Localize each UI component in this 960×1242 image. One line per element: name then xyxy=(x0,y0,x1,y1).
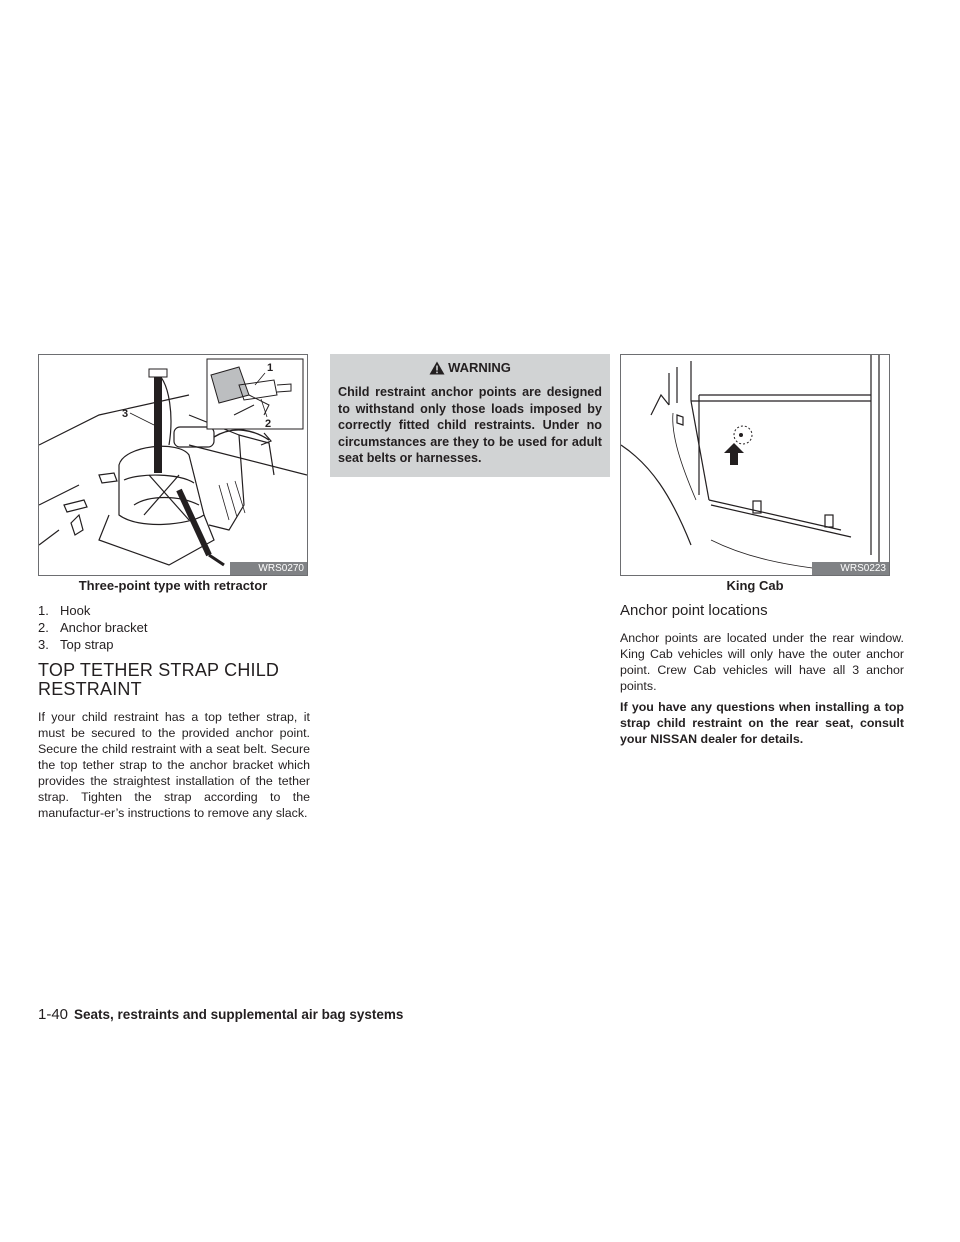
figure-caption: Three-point type with retractor xyxy=(78,578,268,593)
middle-column xyxy=(330,354,610,477)
figure-code: WRS0270 xyxy=(230,562,307,575)
page-footer xyxy=(38,1006,403,1023)
child-seat-illustration xyxy=(38,354,308,576)
callout-legend xyxy=(38,602,310,653)
list-item: 1. Hook xyxy=(38,603,91,618)
left-column xyxy=(38,354,310,826)
figure-caption: King Cab xyxy=(726,578,784,593)
warning-box xyxy=(330,354,610,477)
body-paragraph: If your child restraint has a top tether strap, it must be secured to the provided anchor point. Secure the child restraint with a seat belt. Secure the top tether strap to the anchor bracket which provides the straightest installation of the tether strap. Tighten the strap according to the manufactur-er’s instructions to remove any slack. xyxy=(38,710,310,820)
callout-3: 3 xyxy=(122,408,129,420)
king-cab-illustration xyxy=(620,354,890,576)
child-seat-drawing xyxy=(39,355,307,575)
right-column xyxy=(620,354,904,752)
callout-2: 2 xyxy=(265,418,272,430)
callout-1: 1 xyxy=(267,362,274,374)
subsection-heading: Anchor point locations xyxy=(620,602,768,619)
warning-title: WARNING xyxy=(448,360,511,375)
figure-code: WRS0223 xyxy=(812,562,889,575)
list-item: 2. Anchor bracket xyxy=(38,620,148,635)
section-title: Seats, restraints and supplemental air bag systems xyxy=(74,1007,404,1022)
body-paragraph: Anchor points are located under the rear window. King Cab vehicles will only have the outer anchor point. Crew Cab vehicles will have all 3 anchor points. xyxy=(620,631,904,693)
warning-icon xyxy=(429,361,445,375)
king-cab-drawing xyxy=(621,355,889,575)
page-number: 1-40 xyxy=(38,1006,69,1023)
section-heading: TOP TETHER STRAP CHILD RESTRAINT xyxy=(38,660,280,699)
body-paragraph-bold: If you have any questions when installing a top strap child restraint on the rear seat, consult your NISSAN dealer for details. xyxy=(620,700,904,746)
warning-text: Child restraint anchor points are designed to withstand only those loads imposed by correctly fitted child restraints. Under no circumstances are they to be used for adult seat belts or harnesses. xyxy=(338,385,602,465)
list-item: 3. Top strap xyxy=(38,637,114,652)
